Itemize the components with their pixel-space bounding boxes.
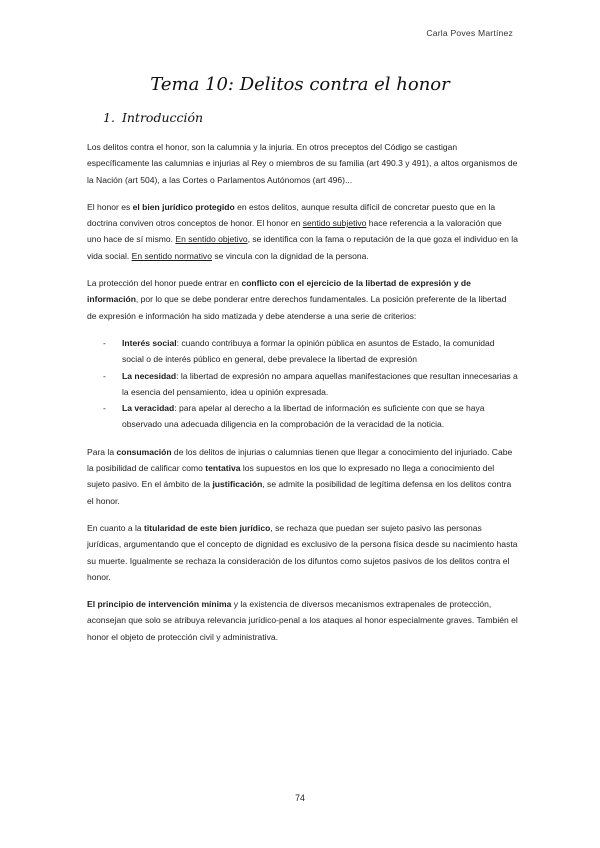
header-author: Carla Poves Martínez	[426, 28, 513, 38]
paragraph-conflicto	[87, 275, 518, 324]
bold-term: el bien jurídico protegido	[132, 201, 235, 212]
text-run: los supuestos en los que lo expresado no llega a conocimiento del sujeto pasivo. En el ámbito de la	[87, 463, 495, 490]
text-run: , se identifica con la fama o reputación de la que goza el individuo en la vida social.	[87, 234, 518, 261]
bold-term: La necesidad	[122, 370, 177, 381]
bold-term: justificación	[212, 479, 263, 490]
criteria-list	[87, 335, 518, 433]
text-run: : la libertad de expresión no ampara aquellas manifestaciones que resultan innecesarias a la esencia del pensamiento, idea u opinión expresada.	[122, 370, 518, 397]
page-number: 74	[295, 793, 305, 803]
underlined-term: En sentido objetivo	[175, 234, 248, 245]
text-run: , se admite la posibilidad de legítima defensa en los delitos contra el honor.	[87, 479, 512, 506]
page-title: Tema 10: Delitos contra el honor	[150, 74, 450, 95]
paragraph-bien-juridico	[87, 199, 518, 264]
bold-term: titularidad de este bien jurídico	[144, 522, 271, 533]
bold-term: conflicto con el ejercicio de la libertad de expresión y de información	[87, 278, 471, 305]
paragraph-titularidad	[87, 520, 518, 585]
text-run: y la existencia de diversos mecanismos extrapenales de protección, aconsejan que solo se atribuya relevancia jurídico-penal a los ataques al honor especialmente graves. También el honor el objeto de protección civil y administrativa.	[87, 599, 518, 642]
paragraph-intro: Los delitos contra el honor, son la calumnia y la injuria. En otros preceptos del Código se castigan específicamente las calumnias e injurias al Rey o miembros de su familia (art 490.3 y 491), a altos organismos de la Nación (art 504), a las Cortes o Parlamentos Autónomos (art 496)...	[87, 142, 518, 185]
text-run: : cuando contribuya a formar la opinión pública en asuntos de Estado, la comunidad social o de interés público en general, debe prevalece la libertad de expresión	[122, 337, 495, 365]
text-run: en estos delitos, aunque resulta difícil de concretar puesto que en la doctrina conviven otros conceptos de honor. El honor en	[87, 201, 496, 229]
text-run: En cuanto a la	[87, 522, 145, 533]
text-run: hace referencia a la valoración que uno hace de sí mismo.	[87, 218, 502, 245]
bold-term: tentativa	[205, 463, 241, 474]
bold-term: El principio de intervención mínima	[87, 599, 232, 610]
text-run: El honor es	[87, 201, 133, 212]
bold-term: Interés social	[122, 337, 177, 348]
underlined-term: En sentido normativo	[131, 250, 212, 261]
body-text	[87, 139, 518, 656]
text-run: Para la	[87, 446, 117, 457]
bold-term: consumación	[116, 446, 172, 457]
text-run: : para apelar al derecho a la libertad de información es suficiente con que se haya observado una adecuada diligencia en la comprobación de la veracidad de la noticia.	[122, 403, 485, 430]
text-run: se vincula con la dignidad de la persona.	[211, 250, 369, 261]
bold-term: La veracidad	[122, 403, 175, 414]
text-run: La protección del honor puede entrar en	[87, 278, 242, 289]
dash-marker: -	[103, 403, 106, 414]
paragraph-consumacion	[87, 444, 518, 509]
section-heading	[103, 110, 203, 125]
section-title: Introducción	[121, 110, 204, 125]
list-item	[87, 400, 518, 433]
list-item	[87, 335, 518, 368]
text-run: , se rechaza que puedan ser sujeto pasivo las personas jurídicas, argumentando que el concepto de dignidad es exclusivo de la persona física desde su nacimiento hasta su muerte. Igualmente se rechaza la consideración de los difuntos como sujetos pasivos de los delitos contra el honor.	[87, 522, 518, 582]
list-item	[87, 368, 518, 401]
dash-marker: -	[103, 337, 106, 348]
text-run: de los delitos de injurias o calumnias tienen que llegar a conocimiento del injuriado. Cabe la posibilidad de calificar como	[87, 446, 513, 474]
dash-marker: -	[103, 370, 106, 381]
paragraph-intervencion-minima	[87, 596, 518, 645]
section-number: 1.	[103, 110, 115, 125]
text-run: , por lo que se debe ponderar entre derechos fundamentales. La posición preferente de la libertad de expresión e información ha sido matizada y debe atenderse a una serie de criterios:	[87, 294, 507, 321]
underlined-term: sentido subjetivo	[302, 218, 367, 229]
